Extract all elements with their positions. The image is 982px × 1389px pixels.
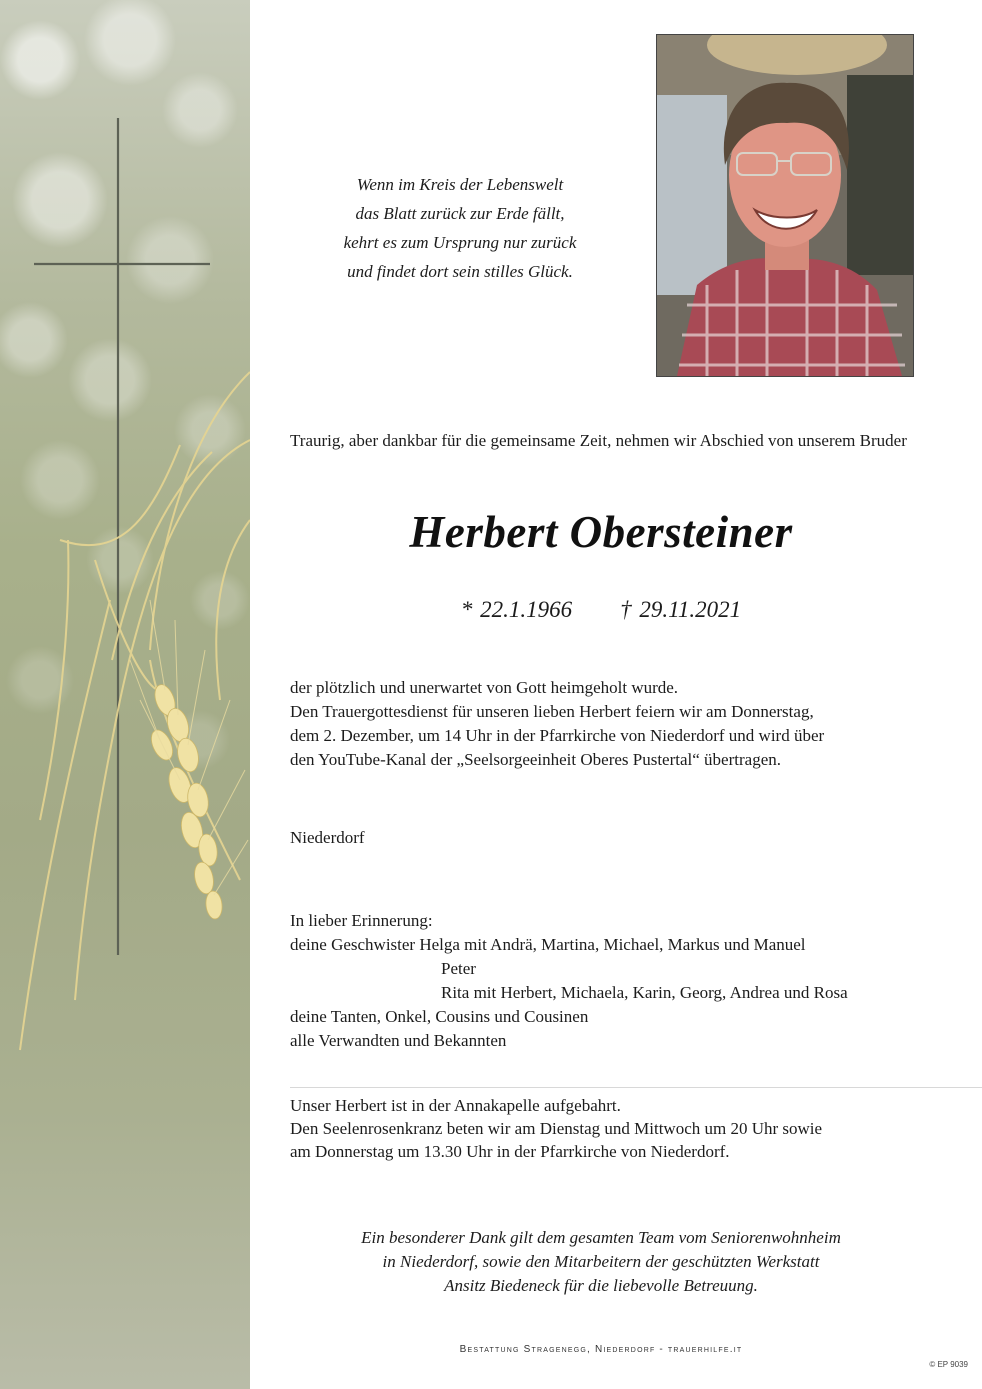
portrait-photo — [656, 34, 914, 377]
mourners-others: alle Verwandten und Bekannten — [290, 1031, 507, 1050]
death-date: † 29.11.2021 — [620, 597, 742, 622]
section-divider — [290, 1087, 982, 1088]
life-dates — [290, 597, 912, 623]
mourners-heading: In lieber Erinnerung: — [290, 911, 433, 930]
place-name: Niederdorf — [290, 828, 365, 847]
viewing-line: Unser Herbert ist in der Annakapelle aufgebahrt. — [290, 1096, 621, 1115]
service-line: dem 2. Dezember, um 14 Uhr in der Pfarrkirche von Niederdorf und wird über — [290, 726, 825, 745]
viewing-line: Den Seelenrosenkranz beten wir am Dienstag und Mittwoch um 20 Uhr sowie — [290, 1119, 823, 1138]
deceased-name: Herbert Obersteiner — [409, 507, 793, 557]
service-line: Den Trauergottesdienst für unseren lieben Herbert feiern wir am Donnerstag, — [290, 702, 814, 721]
thanks-line: Ansitz Biedeneck für die liebevolle Betreuung. — [444, 1276, 758, 1295]
intro-text: Traurig, aber dankbar für die gemeinsame Zeit, nehmen wir Abschied von unserem Bruder — [290, 431, 907, 450]
thanks-line: Ein besonderer Dank gilt dem gesamten Team vom Seniorenwohnheim — [361, 1228, 841, 1247]
funeral-service-text — [290, 700, 912, 772]
wheat-stalks — [20, 372, 250, 1050]
birth-date: * 22.1.1966 — [460, 597, 573, 622]
poem-line: Wenn im Kreis der Lebenswelt — [356, 175, 564, 194]
mourners-siblings: deine Geschwister Helga mit Andrä, Martina, Michael, Markus und Manuel — [290, 935, 806, 954]
poem-line: und findet dort sein stilles Glück. — [347, 262, 573, 281]
funeral-home-text: Bestattung Stragenegg, Niederdorf - trauerhilfe.it — [459, 1344, 743, 1355]
announcement-line: der plötzlich und unerwartet von Gott heimgeholt wurde. — [290, 678, 679, 697]
service-line: den YouTube-Kanal der „Seelsorgeeinheit Oberes Pustertal“ übertragen. — [290, 750, 781, 769]
mourners-sibling: Rita mit Herbert, Michaela, Karin, Georg, Andrea und Rosa — [441, 983, 848, 1002]
viewing-line: am Donnerstag um 13.30 Uhr in der Pfarrkirche von Niederdorf. — [290, 1142, 730, 1161]
thanks-line: in Niederdorf, sowie den Mitarbeitern der geschützten Werkstatt — [382, 1252, 820, 1271]
funeral-home-footer — [290, 1344, 912, 1355]
viewing-info — [290, 1094, 912, 1163]
mourners-sibling: Peter — [441, 959, 476, 978]
poem-line: kehrt es zum Ursprung nur zurück — [343, 233, 577, 252]
document-code: © EP 9039 — [929, 1360, 968, 1369]
memorial-poem — [290, 170, 630, 286]
decorative-sidebar — [0, 0, 250, 1389]
mourners-relatives: deine Tanten, Onkel, Cousins und Cousinen — [290, 1007, 589, 1026]
thanks-note — [290, 1226, 912, 1298]
wheat-ear — [147, 682, 223, 920]
portrait-illustration — [657, 35, 913, 376]
poem-line: das Blatt zurück zur Erde fällt, — [355, 204, 565, 223]
mourners-list — [290, 909, 912, 1053]
announcement — [290, 676, 912, 772]
wheat-cross-illustration — [0, 0, 250, 1389]
